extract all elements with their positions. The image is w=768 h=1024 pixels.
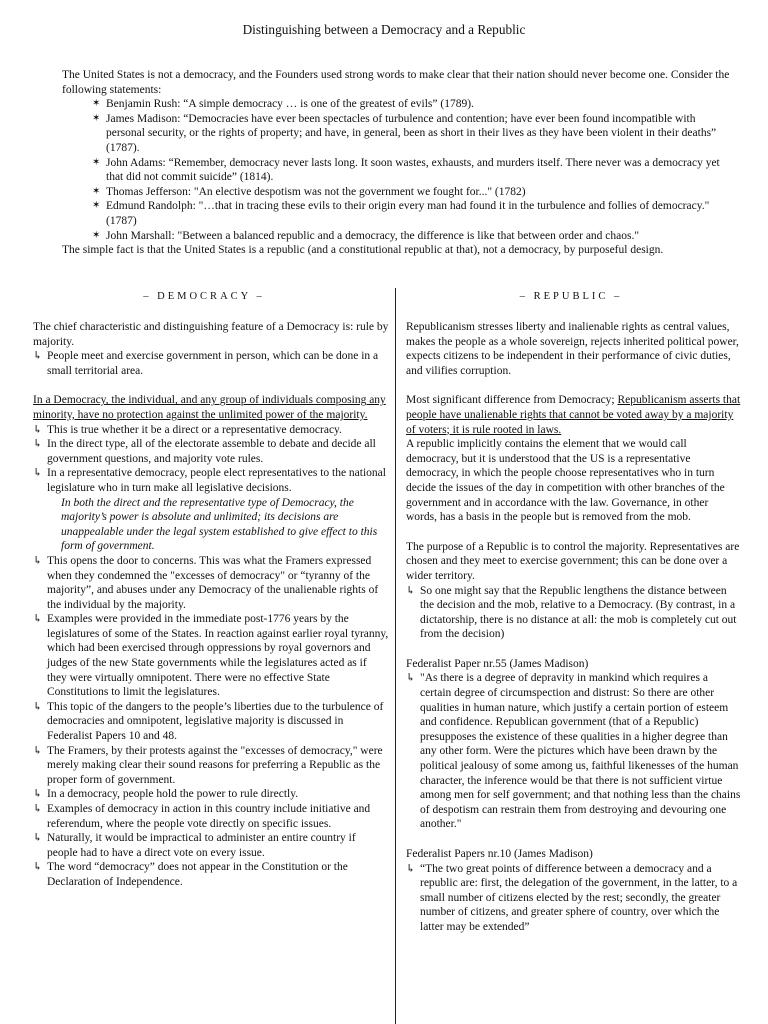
arrow-bullet-icon: ↳ [33,350,43,363]
arrow-bullet-icon: ↳ [33,438,43,451]
quote-item: ✶ Benjamin Rush: “A simple democracy … is one of the greatest of evils” (1789). [92,98,474,111]
arrow-bullet-icon: ↳ [33,554,43,567]
federalist-10-quote: ↳ “The two great points of difference between a democracy and a republic are: first, the delegation of the government, in the latter, to a small number of citizens elected by the rest; secondly, the greater number of citizens, and greater sphere of country, over which the latter may be extended” [406,862,738,933]
republic-heading: – REPUBLIC – [519,291,623,302]
republic-difference: Most significant difference from Democracy; Republicanism asserts that people have unalienable rights that cannot be voted away by a majority of voters; it is rule rooted in laws. [406,394,741,436]
quote-item: ✶ John Adams: “Remember, democracy never lasts long. It soon wastes, exhausts, and murders itself. There never was a democracy yet that did not commit suicide” (1814). [92,156,720,184]
arrow-bullet-icon: ↳ [406,584,416,597]
arrow-bullet-icon: ↳ [406,862,416,875]
arrow-bullet-icon: ↳ [33,803,43,815]
arrow-bullet-icon: ↳ [33,613,43,626]
bullet-item: ↳ This topic of the dangers to the people’s liberties due to the turbulence of democracies and omnipotent, legislative majority is discussed in Federalist Papers 10 and 48. [33,700,384,743]
bullet-item: ↳ The word “democracy” does not appear in the Constitution or the Declaration of Independence. [33,861,348,888]
bullet-item: ↳ The Framers, by their protests against the "excesses of democracy," were merely making clear their sound reasons for preferring a Republic as the proper form of government. [33,744,383,786]
arrow-bullet-icon: ↳ [33,861,43,874]
bullet-item: ↳ In a democracy, people hold the power to rule directly. [33,788,299,801]
bullet-item: ↳ Examples of democracy in action in this country include initiative and referendum, where the people vote directly on specific issues. [33,803,371,830]
republic-definition: Republicanism stresses liberty and inalienable rights as central values, makes the people as a whole sovereign, rejects inherited political power, expects citizens to be independent in their performance of civic duties, and vilifies corruption. [406,321,739,377]
page-title: Distinguishing between a Democracy and a Republic [242,22,526,37]
star-bullet-icon: ✶ [92,98,101,110]
republic-column [406,320,742,935]
intro-closing: The simple fact is that the United States is a republic (and a constitutional republic at that), not a democracy, by purposeful design. [62,244,664,257]
italic-note: In both the direct and the representative type of Democracy, the majority’s power is absolute and unlimited; its decisions are unappealable under the legal system established to give effect to this form of government. [61,496,378,553]
arrow-bullet-icon: ↳ [33,700,43,713]
democracy-definition: The chief characteristic and distinguishing feature of a Democracy is: rule by majority. [33,321,389,348]
quote-item: ✶ John Marshall: "Between a balanced republic and a democracy, the difference is like that between order and chaos." [92,229,640,242]
intro-lead: The United States is not a democracy, and the Founders used strong words to make clear that their nation should never become one. Consider the following statements: [62,69,730,96]
star-bullet-icon: ✶ [92,156,101,168]
arrow-bullet-icon: ↳ [406,672,416,685]
bullet-item: ↳ People meet and exercise government in person, which can be done in a small territorial area. [33,350,379,377]
federalist-10-heading: Federalist Papers nr.10 (James Madison) [406,848,593,860]
arrow-bullet-icon: ↳ [33,423,43,436]
bullet-item: ↳ This is true whether it be a direct or a representative democracy. [33,423,342,436]
republic-purpose: The purpose of a Republic is to control the majority. Representatives are chosen and they meet to exercise government; this can be done over a wider territory. [406,540,740,582]
arrow-bullet-icon: ↳ [33,788,43,801]
star-bullet-icon: ✶ [92,200,101,212]
republic-explanation: A republic implicitly contains the element that we would call democracy, but it is understood that the US is a representative democracy, in which the people choose representatives who in turn decide the issues of the day in competition with other branches of the government and in accordance with the law. Governance, in other words, has a basis in the people but is removed from the mob. [406,438,725,524]
column-divider [395,288,396,1024]
bullet-item: ↳ Examples were provided in the immediate post-1776 years by the legislatures of some of the States. In reaction against earlier royal tyranny, which had been exercised through oppressions by royal governors and judges of the new State governments while the legislatures acted as if they were virtually omnipotent. There were no effective State Constitutions to limit the legislatures. [33,613,389,699]
bullet-item: ↳ In the direct type, all of the electorate assemble to debate and decide all government questions, and majority vote rules. [33,438,376,465]
federalist-55-heading: Federalist Paper nr.55 (James Madison) [406,657,589,670]
federalist-55-quote: ↳ "As there is a degree of depravity in mankind which requires a certain degree of circumspection and distrust: So there are other qualities in human nature, which justify a certain portion of esteem and confidence. Republican government (that of a Republic) presupposes the existence of these qualities in a higher degree than any other form. Were the pictures which have been drawn by the political jealousy of some among us, faithful likenesses of the human character, the inference would be that there is not sufficient virtue among men for self government; and that nothing less than the chains of despotism can restrain them from destroying and devouring one another." [406,672,741,831]
bullet-item: ↳ This opens the door to concerns. This was what the Framers expressed when they condemned the "excesses of democracy" or “tyranny of the majority”, and abuses under any Democracy of the unalienable rights of the individual by the majority. [33,554,379,611]
intro-section [62,68,734,258]
arrow-bullet-icon: ↳ [33,832,43,845]
bullet-item: ↳ So one might say that the Republic lengthens the distance between the decision and the mob, relative to a Democracy. (By contrast, in a dictatorship, there is no distance at all: the mob is completely cut out from the decision) [406,584,737,641]
star-bullet-icon: ✶ [92,112,101,124]
democracy-minority-statement: In a Democracy, the individual, and any group of individuals composing any minority, have no protection against the unlimited power of the majority. [33,394,386,421]
star-bullet-icon: ✶ [92,229,101,241]
bullet-item: ↳ In a representative democracy, people elect representatives to the national legislature who in turn make all legislative decisions. [33,467,386,494]
arrow-bullet-icon: ↳ [33,467,43,480]
democracy-heading: – DEMOCRACY – [143,291,265,302]
quote-item: ✶ Thomas Jefferson: "An elective despotism was not the government we fought for..." (1782) [92,185,526,198]
arrow-bullet-icon: ↳ [33,744,43,757]
quote-item: ✶ Edmund Randolph: "…that in tracing these evils to their origin every man had found it in the turbulence and follies of democracy." (1787) [92,200,710,227]
quote-item: ✶ James Madison: “Democracies have ever been spectacles of turbulence and contention; have ever been found incompatible with personal security, or the rights of property; and have, in general, been as short in their lives as they have been violent in their deaths” (1787). [92,112,717,154]
star-bullet-icon: ✶ [92,185,101,197]
bullet-item: ↳ Naturally, it would be impractical to administer an entire country if people had to have a direct vote on every issue. [33,832,356,859]
founder-quotes-list [62,97,734,243]
democracy-column [33,320,389,890]
